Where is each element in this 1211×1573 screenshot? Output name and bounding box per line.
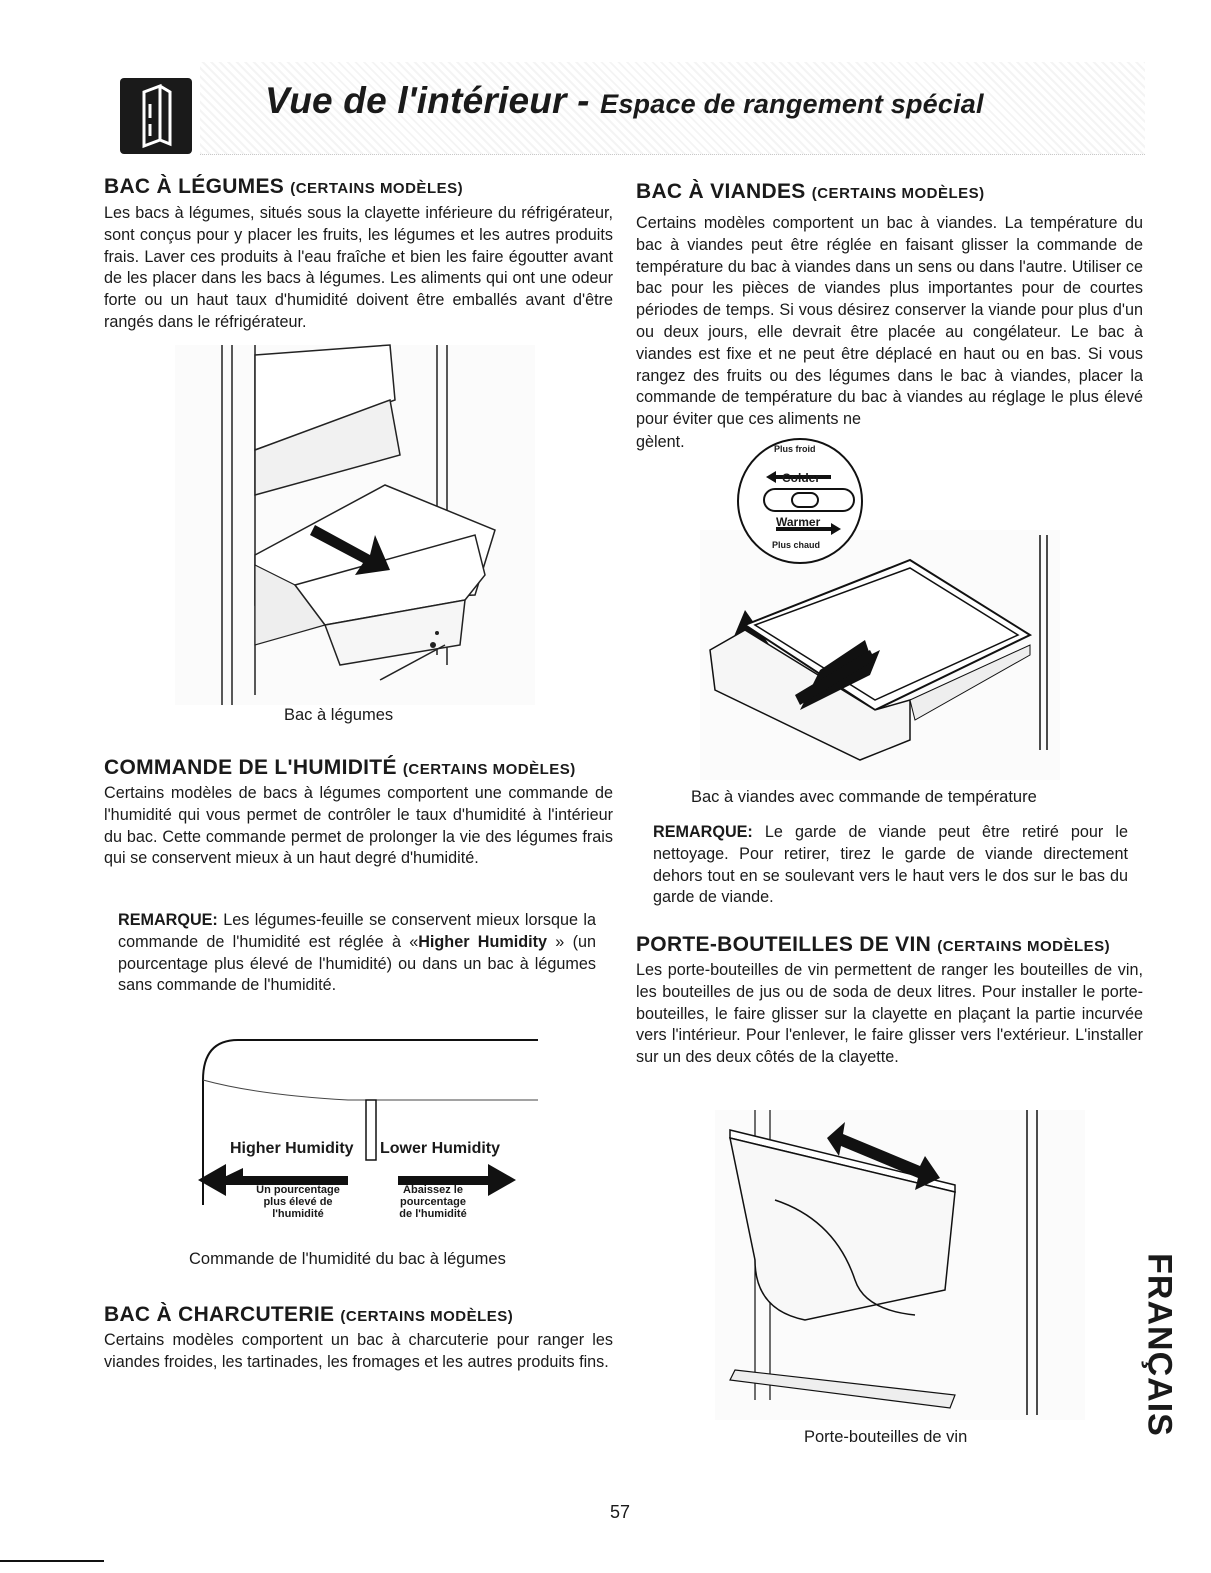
charcuterie-heading-text: BAC À CHARCUTERIE (104, 1303, 335, 1326)
control-higher-fr-1: Un pourcentage (256, 1184, 340, 1196)
charcuterie-body: Certains modèles comportent un bac à charcuterie pour ranger les viandes froides, les tartinades, les fromages et les autres produits fins. (104, 1331, 613, 1371)
humidite-note-text-1: Les légumes-feuille se conservent mieux lorsque la commande de l'humidité est réglée à « (118, 911, 596, 951)
viandes-heading-small: (CERTAINS MODÈLES) (811, 185, 985, 202)
control-lower-fr-1: Abaissez le (403, 1184, 463, 1196)
page-title (265, 78, 984, 127)
control-lower-fr (388, 1184, 478, 1220)
charcuterie-heading (104, 1302, 513, 1330)
dial-plus-chaud: Plus chaud (772, 540, 821, 550)
charcuterie-heading-small: (CERTAINS MODÈLES) (340, 1308, 514, 1325)
humidite-note-label: REMARQUE: (118, 911, 218, 929)
dial-colder: Colder (782, 471, 821, 485)
viandes-heading-text: BAC À VIANDES (636, 180, 806, 203)
viandes-figure-caption: Bac à viandes avec commande de température (691, 788, 1037, 806)
vin-heading-small: (CERTAINS MODÈLES) (937, 938, 1111, 955)
title-sub: Espace de rangement spécial (600, 89, 984, 119)
vin-heading-text: PORTE-BOUTEILLES DE VIN (636, 933, 932, 956)
viandes-note-label: REMARQUE: (653, 823, 753, 841)
humidite-heading-text: COMMANDE DE L'HUMIDITÉ (104, 756, 397, 779)
control-higher-fr-2: plus élevé de (263, 1196, 333, 1208)
control-higher-label: Higher Humidity (230, 1140, 354, 1157)
language-side-tab-text: FRANÇAIS (1140, 1253, 1179, 1437)
crisper-illustration (175, 345, 535, 705)
wine-rack-illustration (715, 1110, 1085, 1420)
title-main: Vue de l'intérieur - (265, 80, 601, 121)
control-lower-fr-3: de l'humidité (399, 1208, 467, 1220)
humidite-body: Certains modèles de bacs à légumes comportent une commande de l'humidité qui vous permet de contrôler le taux d'humidité à l'intérieur du bac. Cette commande permet de prolonger la vie des légumes frais qui se conservent mieux à un haut degré d'humidité. (104, 784, 613, 868)
legumes-heading (104, 174, 463, 202)
vin-body: Les porte-bouteilles de vin permettent de ranger les bouteilles de vin, les bouteilles de jus ou de soda de deux litres. Pour installer le porte-bouteilles, le faire glisser sur la clayette en plaçant la partie incurvée vers l'intérieur. Pour l'enlever, le faire glisser vers l'extérieur. L'installer sur un des deux côtés de la clayette. (636, 961, 1143, 1067)
legumes-heading-small: (CERTAINS MODÈLES) (290, 180, 464, 197)
refrigerator-icon (120, 78, 192, 154)
viandes-body-end: gèlent. (636, 433, 685, 451)
footer-rule (0, 1560, 104, 1562)
viandes-body: Certains modèles comportent un bac à viandes. La température du bac à viandes peut être réglée en faisant glisser la commande de température du bac à viandes dans un sens ou dans l'autre. Utiliser ce bac pour les pièces de viandes plus importantes pour de courtes périodes de temps. Si vous désirez conserver la viande pour plus d'un ou deux jours, elle devrait être placée au congélateur. Le bac à viandes est fixe et ne peut être déplacé en haut ou en bas. Si vous rangez des fruits ou des légumes dans le bac à viandes, placer la commande de température du bac à viandes au réglage le plus élevé pour éviter que ces aliments ne (636, 214, 1143, 429)
dial-warmer: Warmer (776, 515, 821, 529)
control-higher-fr-3: l'humidité (272, 1208, 324, 1220)
legumes-body: Les bacs à légumes, situés sous la clayette inférieure du réfrigérateur, sont conçus pour y placer les fruits, les légumes et les autres produits frais. Laver ces produits à l'eau fraîche et bien les faire égoutter avant de les placer dans les bacs à légumes. Les aliments qui ont une odeur forte ou un haut taux d'humidité doivent être emballés avant d'être rangés dans le réfrigérateur. (104, 204, 613, 331)
humidite-note (118, 910, 596, 997)
control-lower-fr-2: pourcentage (399, 1196, 466, 1208)
control-higher-fr (248, 1184, 348, 1220)
control-lower-label: Lower Humidity (380, 1140, 501, 1157)
viandes-heading (636, 179, 985, 207)
humidite-figure-caption: Commande de l'humidité du bac à légumes (189, 1250, 506, 1268)
language-side-tab (1139, 1253, 1179, 1437)
humidite-heading-small: (CERTAINS MODÈLES) (402, 761, 576, 778)
viandes-note-text: Le garde de viande peut être retiré pour le nettoyage. Pour retirer, tirez le garde de viande directement dehors tout en se soulevant vers le haut vers le dos sur le bas du garde de viande. (653, 823, 1128, 907)
dial-plus-froid: Plus froid (774, 444, 816, 454)
humidite-note-text-2: » (un pourcentage plus élevé de l'humidité) ou dans un bac à légumes sans commande de l'humidité. (118, 932, 596, 995)
page-number: 57 (610, 1502, 631, 1522)
vin-figure-caption: Porte-bouteilles de vin (804, 1428, 968, 1446)
humidite-note-bold: Higher Humidity (418, 932, 548, 951)
viandes-note (653, 822, 1128, 909)
humidite-heading (104, 755, 576, 783)
vin-heading (636, 932, 1110, 960)
legumes-heading-text: BAC À LÉGUMES (104, 175, 285, 198)
legumes-figure-caption: Bac à légumes (284, 706, 394, 724)
